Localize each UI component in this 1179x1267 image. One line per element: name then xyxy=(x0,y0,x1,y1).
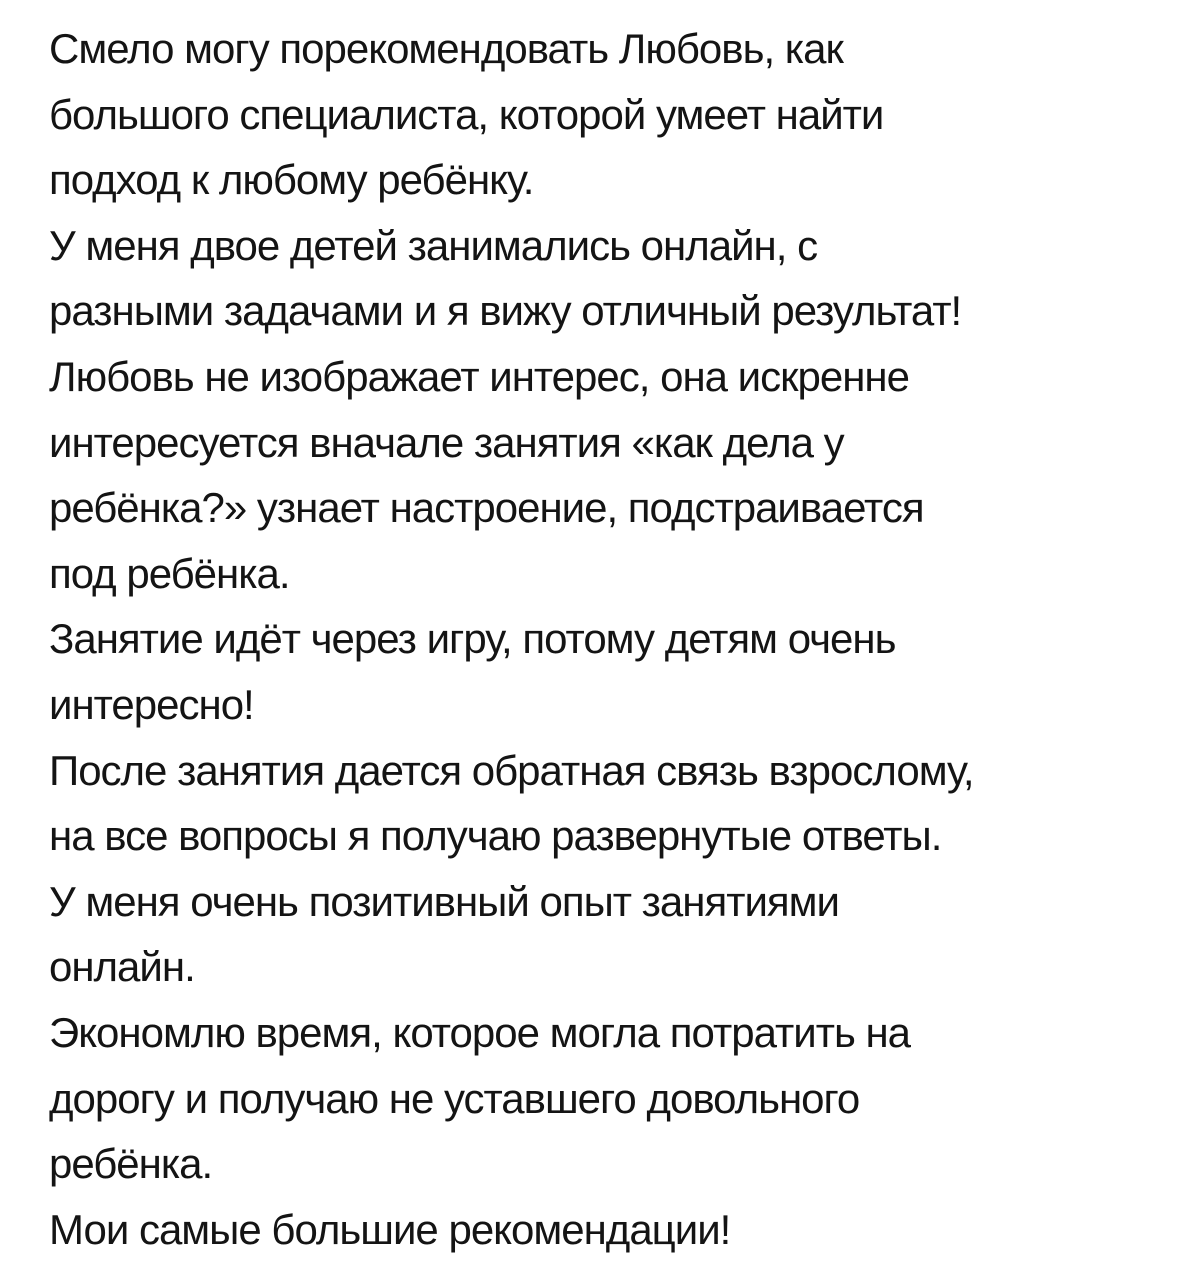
review-line: дорогу и получаю не уставшего довольного xyxy=(49,1074,860,1122)
review-line: интересуется вначале занятия «как дела у xyxy=(49,418,844,466)
review-line: подход к любому ребёнку. xyxy=(49,156,534,204)
review-line: ребёнка. xyxy=(49,1140,213,1188)
review-line: После занятия дается обратная связь взрослому, xyxy=(49,746,974,794)
review-line: разными задачами и я вижу отличный результат! xyxy=(49,287,962,335)
review-line: Экономлю время, которое могла потратить на xyxy=(49,1008,911,1056)
review-line: У меня двое детей занимались онлайн, с xyxy=(49,221,818,269)
review-line: под ребёнка. xyxy=(49,549,290,597)
review-line: интересно! xyxy=(49,680,254,728)
review-line: Мои самые большие рекомендации! xyxy=(49,1205,731,1253)
review-line: большого специалиста, которой умеет найти xyxy=(49,90,884,138)
review-line: Любовь не изображает интерес, она искренне xyxy=(49,352,909,400)
review-line: У меня очень позитивный опыт занятиями xyxy=(49,877,840,925)
review-line: Занятие идёт через игру, потому детям очень xyxy=(49,615,896,663)
review-line: на все вопросы я получаю развернутые ответы. xyxy=(49,812,942,860)
review-line: ребёнка?» узнает настроение, подстраивается xyxy=(49,484,924,532)
review-text xyxy=(49,16,1159,1262)
review-line: онлайн. xyxy=(49,943,195,991)
review-line: Смело могу порекомендовать Любовь, как xyxy=(49,25,843,72)
